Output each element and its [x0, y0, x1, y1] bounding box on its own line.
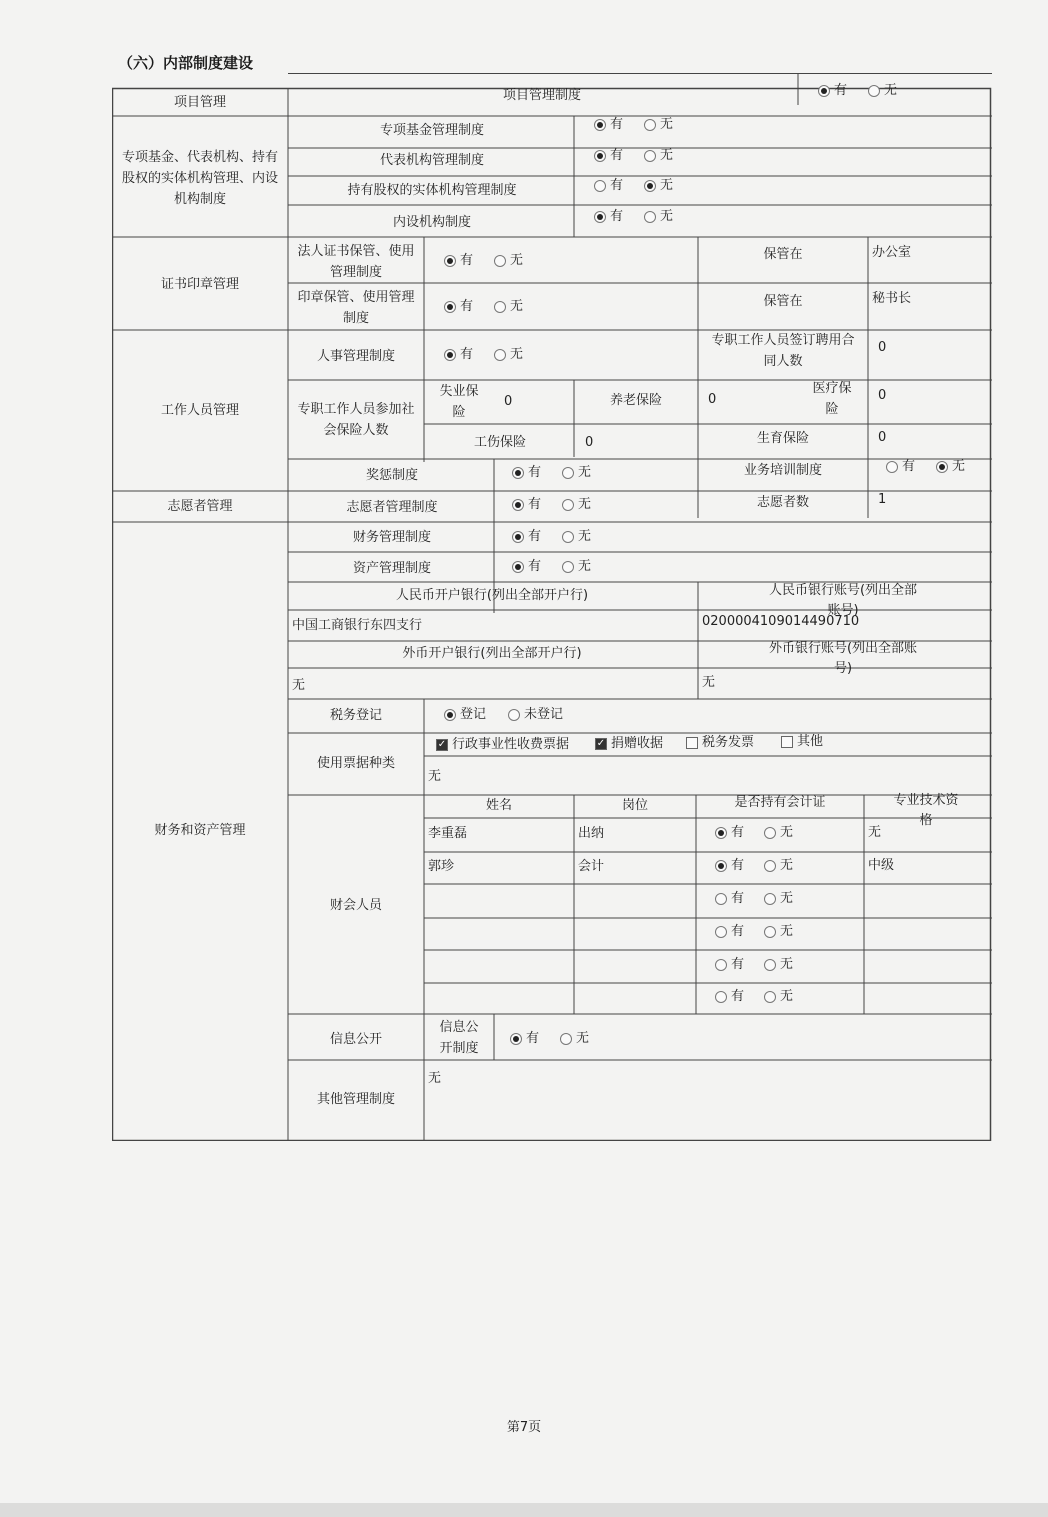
checkbox-icon [436, 739, 448, 751]
radio-yes-icon [444, 349, 456, 361]
cert-radio-no[interactable]: 无 [764, 858, 793, 874]
training-radio-no[interactable]: 无 [936, 459, 965, 475]
reward-radio-no[interactable]: 无 [562, 465, 591, 481]
radio-no-icon [764, 991, 776, 1003]
contract-count-label: 专职工作人员签订聘用合同人数 [711, 333, 855, 369]
radio-yes-icon [715, 926, 727, 938]
radio-yes-icon [715, 827, 727, 839]
special-3-radio-yes[interactable]: 有 [594, 209, 623, 225]
special-2-radio-yes[interactable]: 有 [594, 178, 623, 194]
column-header-title: 专业技术资格 [893, 793, 959, 828]
radio-yes-icon [444, 255, 456, 267]
invoice-admin-fee-checkbox[interactable]: ✓ 行政事业性收费票据 [436, 737, 569, 753]
disclosure-rule-label: 信息公开制度 [439, 1020, 479, 1056]
staff-post: 会计 [578, 859, 605, 874]
medical-label: 医疗保险 [812, 381, 852, 417]
special-item-label: 专项基金管理制度 [379, 123, 485, 138]
accounting-staff-label: 财会人员 [329, 898, 383, 913]
tax-radio-unregistered[interactable]: 未登记 [508, 707, 563, 723]
radio-yes-icon [886, 461, 898, 473]
invoice-label: 使用票据种类 [316, 756, 396, 771]
medical-value: 0 [878, 388, 887, 403]
maternity-value: 0 [878, 430, 887, 445]
project-category: 项目管理 [173, 95, 227, 110]
special-2-radio-no[interactable]: 无 [644, 178, 673, 194]
special-3-radio-no[interactable]: 无 [644, 209, 673, 225]
checkbox-icon [781, 736, 793, 748]
unemployment-value: 0 [504, 394, 513, 409]
radio-yes-icon [715, 893, 727, 905]
hr-radio-no[interactable]: 无 [494, 347, 523, 363]
radio-no-icon [764, 893, 776, 905]
radio-yes-icon [512, 499, 524, 511]
cert-radio-no[interactable]: 无 [764, 989, 793, 1005]
radio-yes-icon [818, 85, 830, 97]
radio-no-icon [560, 1033, 572, 1045]
hr-rule-label: 人事管理制度 [316, 349, 396, 364]
rmb-bank-label: 人民币开户银行(列出全部开户行) [395, 588, 589, 603]
project-radio-yes[interactable]: 有 [818, 83, 847, 99]
disclosure-radio-yes[interactable]: 有 [510, 1031, 539, 1047]
radio-no-icon [868, 85, 880, 97]
training-radio-yes[interactable]: 有 [886, 459, 915, 475]
other-rules-label: 其他管理制度 [316, 1092, 396, 1107]
column-header-cert: 是否持有会计证 [734, 795, 826, 810]
cert-radio-no[interactable]: 无 [764, 924, 793, 940]
insurance-count-label: 专职工作人员参加社会保险人数 [297, 402, 415, 438]
radio-yes-icon [715, 959, 727, 971]
radio-no-icon [936, 461, 948, 473]
volunteer-radio-no[interactable]: 无 [562, 497, 591, 513]
cert-0-radio-no[interactable]: 无 [494, 253, 523, 269]
hr-radio-yes[interactable]: 有 [444, 347, 473, 363]
special-1-radio-yes[interactable]: 有 [594, 148, 623, 164]
cert-1-radio-yes[interactable]: 有 [444, 299, 473, 315]
page-number: 第7页 [506, 1420, 542, 1435]
cert-item-label: 法人证书保管、使用管理制度 [297, 244, 415, 280]
radio-no-icon [562, 561, 574, 573]
finance-radio-yes[interactable]: 有 [512, 529, 541, 545]
asset-radio-no[interactable]: 无 [562, 559, 591, 575]
cert-keeper-value: 办公室 [872, 245, 912, 260]
cert-radio-yes[interactable]: 有 [715, 858, 744, 874]
asset-rule-label: 资产管理制度 [352, 561, 432, 576]
radio-yes-icon [512, 561, 524, 573]
cert-radio-no[interactable]: 无 [764, 891, 793, 907]
volunteer-radio-yes[interactable]: 有 [512, 497, 541, 513]
page-bottom-edge [0, 1503, 1048, 1517]
column-header-post: 岗位 [621, 798, 649, 813]
staff-name: 郭珍 [428, 859, 455, 874]
certificate-category: 证书印章管理 [160, 277, 240, 292]
cert-radio-no[interactable]: 无 [764, 957, 793, 973]
injury-value: 0 [585, 435, 594, 450]
staff-title: 无 [868, 825, 882, 840]
rmb-account-label: 人民币银行账号(列出全部账号) [768, 583, 918, 618]
reward-rule-label: 奖惩制度 [365, 468, 419, 483]
reward-radio-yes[interactable]: 有 [512, 465, 541, 481]
maternity-label: 生育保险 [756, 431, 810, 446]
pension-value: 0 [708, 392, 717, 407]
special-0-radio-yes[interactable]: 有 [594, 117, 623, 133]
finance-rule-label: 财务管理制度 [352, 530, 432, 545]
disclosure-label: 信息公开 [329, 1032, 383, 1047]
project-item-label: 项目管理制度 [502, 88, 582, 103]
radio-no-icon [562, 467, 574, 479]
radio-no-icon [764, 926, 776, 938]
cert-keep-label: 保管在 [763, 294, 803, 309]
asset-radio-yes[interactable]: 有 [512, 559, 541, 575]
finance-radio-no[interactable]: 无 [562, 529, 591, 545]
project-radio-no[interactable]: 无 [868, 83, 897, 99]
fx-bank-label: 外币开户银行(列出全部开户行) [402, 646, 582, 661]
radio-no-icon [644, 211, 656, 223]
cert-radio-yes[interactable]: 有 [715, 825, 744, 841]
fx-account-value: 无 [702, 675, 716, 690]
invoice-other-value: 无 [428, 769, 442, 784]
unemployment-label: 失业保险 [439, 384, 479, 420]
radio-yes-icon [715, 991, 727, 1003]
column-header-name: 姓名 [485, 798, 513, 813]
tax-radio-registered[interactable]: 登记 [444, 707, 486, 723]
radio-yes-icon [510, 1033, 522, 1045]
section-title: （六）内部制度建设 [118, 54, 254, 72]
contract-count-value: 0 [878, 340, 887, 355]
volunteer-count-label: 志愿者数 [756, 495, 810, 510]
staff-title: 中级 [868, 858, 895, 873]
radio-no-icon [494, 301, 506, 313]
cert-radio-no[interactable]: 无 [764, 825, 793, 841]
radio-no-icon [562, 531, 574, 543]
special-0-radio-no[interactable]: 无 [644, 117, 673, 133]
special-1-radio-no[interactable]: 无 [644, 148, 673, 164]
special-item-label: 持有股权的实体机构管理制度 [347, 183, 517, 198]
fx-bank-value: 无 [292, 678, 306, 693]
training-rule-label: 业务培训制度 [743, 463, 823, 478]
radio-yes-icon [512, 531, 524, 543]
radio-no-icon [764, 827, 776, 839]
volunteer-rule-label: 志愿者管理制度 [346, 500, 438, 515]
injury-label: 工伤保险 [473, 435, 527, 450]
radio-no-icon [508, 709, 520, 721]
checkbox-icon [686, 737, 698, 749]
invoice-other-checkbox[interactable]: 其他 [781, 734, 823, 750]
cert-1-radio-no[interactable]: 无 [494, 299, 523, 315]
radio-no-icon [764, 959, 776, 971]
cert-radio-yes[interactable]: 有 [715, 989, 744, 1005]
radio-yes-icon [512, 467, 524, 479]
invoice-tax-checkbox[interactable]: 税务发票 [686, 735, 754, 751]
cert-radio-yes[interactable]: 有 [715, 957, 744, 973]
rmb-bank-value: 中国工商银行东四支行 [292, 618, 423, 633]
radio-yes-icon [594, 119, 606, 131]
volunteer-category: 志愿者管理 [167, 499, 233, 514]
finance-category: 财务和资产管理 [154, 823, 246, 838]
radio-no-icon [562, 499, 574, 511]
special-category: 专项基金、代表机构、持有股权的实体机构管理、内设机构制度 [121, 150, 278, 207]
special-item-label: 内设机构制度 [392, 215, 472, 230]
radio-yes-icon [594, 180, 606, 192]
radio-yes-icon [594, 150, 606, 162]
radio-yes-icon [594, 211, 606, 223]
disclosure-radio-no[interactable]: 无 [560, 1031, 589, 1047]
radio-no-icon [764, 860, 776, 872]
staff-name: 李重磊 [428, 826, 468, 841]
cert-radio-yes[interactable]: 有 [715, 924, 744, 940]
radio-yes-icon [715, 860, 727, 872]
cert-radio-yes[interactable]: 有 [715, 891, 744, 907]
checkbox-icon [595, 738, 607, 750]
internal-rules-form [112, 73, 992, 1141]
invoice-donation-checkbox[interactable]: ✓ 捐赠收据 [595, 736, 663, 752]
cert-keep-label: 保管在 [763, 247, 803, 262]
fx-account-label: 外币银行账号(列出全部账号) [768, 641, 918, 676]
radio-no-icon [644, 119, 656, 131]
tax-label: 税务登记 [329, 708, 383, 723]
special-item-label: 代表机构管理制度 [379, 153, 485, 168]
cert-keeper-value: 秘书长 [872, 291, 912, 306]
radio-yes-icon [444, 301, 456, 313]
radio-yes-icon [444, 709, 456, 721]
staff-post: 出纳 [578, 826, 605, 841]
staff-category: 工作人员管理 [160, 403, 240, 418]
radio-no-icon [644, 150, 656, 162]
radio-no-icon [494, 349, 506, 361]
other-rules-value: 无 [428, 1071, 442, 1086]
rmb-account-value: 0200004109014490710 [702, 614, 860, 629]
cert-0-radio-yes[interactable]: 有 [444, 253, 473, 269]
cert-item-label: 印章保管、使用管理制度 [297, 290, 415, 326]
radio-no-icon [494, 255, 506, 267]
radio-no-icon [644, 180, 656, 192]
volunteer-count-value: 1 [878, 492, 887, 507]
pension-label: 养老保险 [609, 393, 663, 408]
